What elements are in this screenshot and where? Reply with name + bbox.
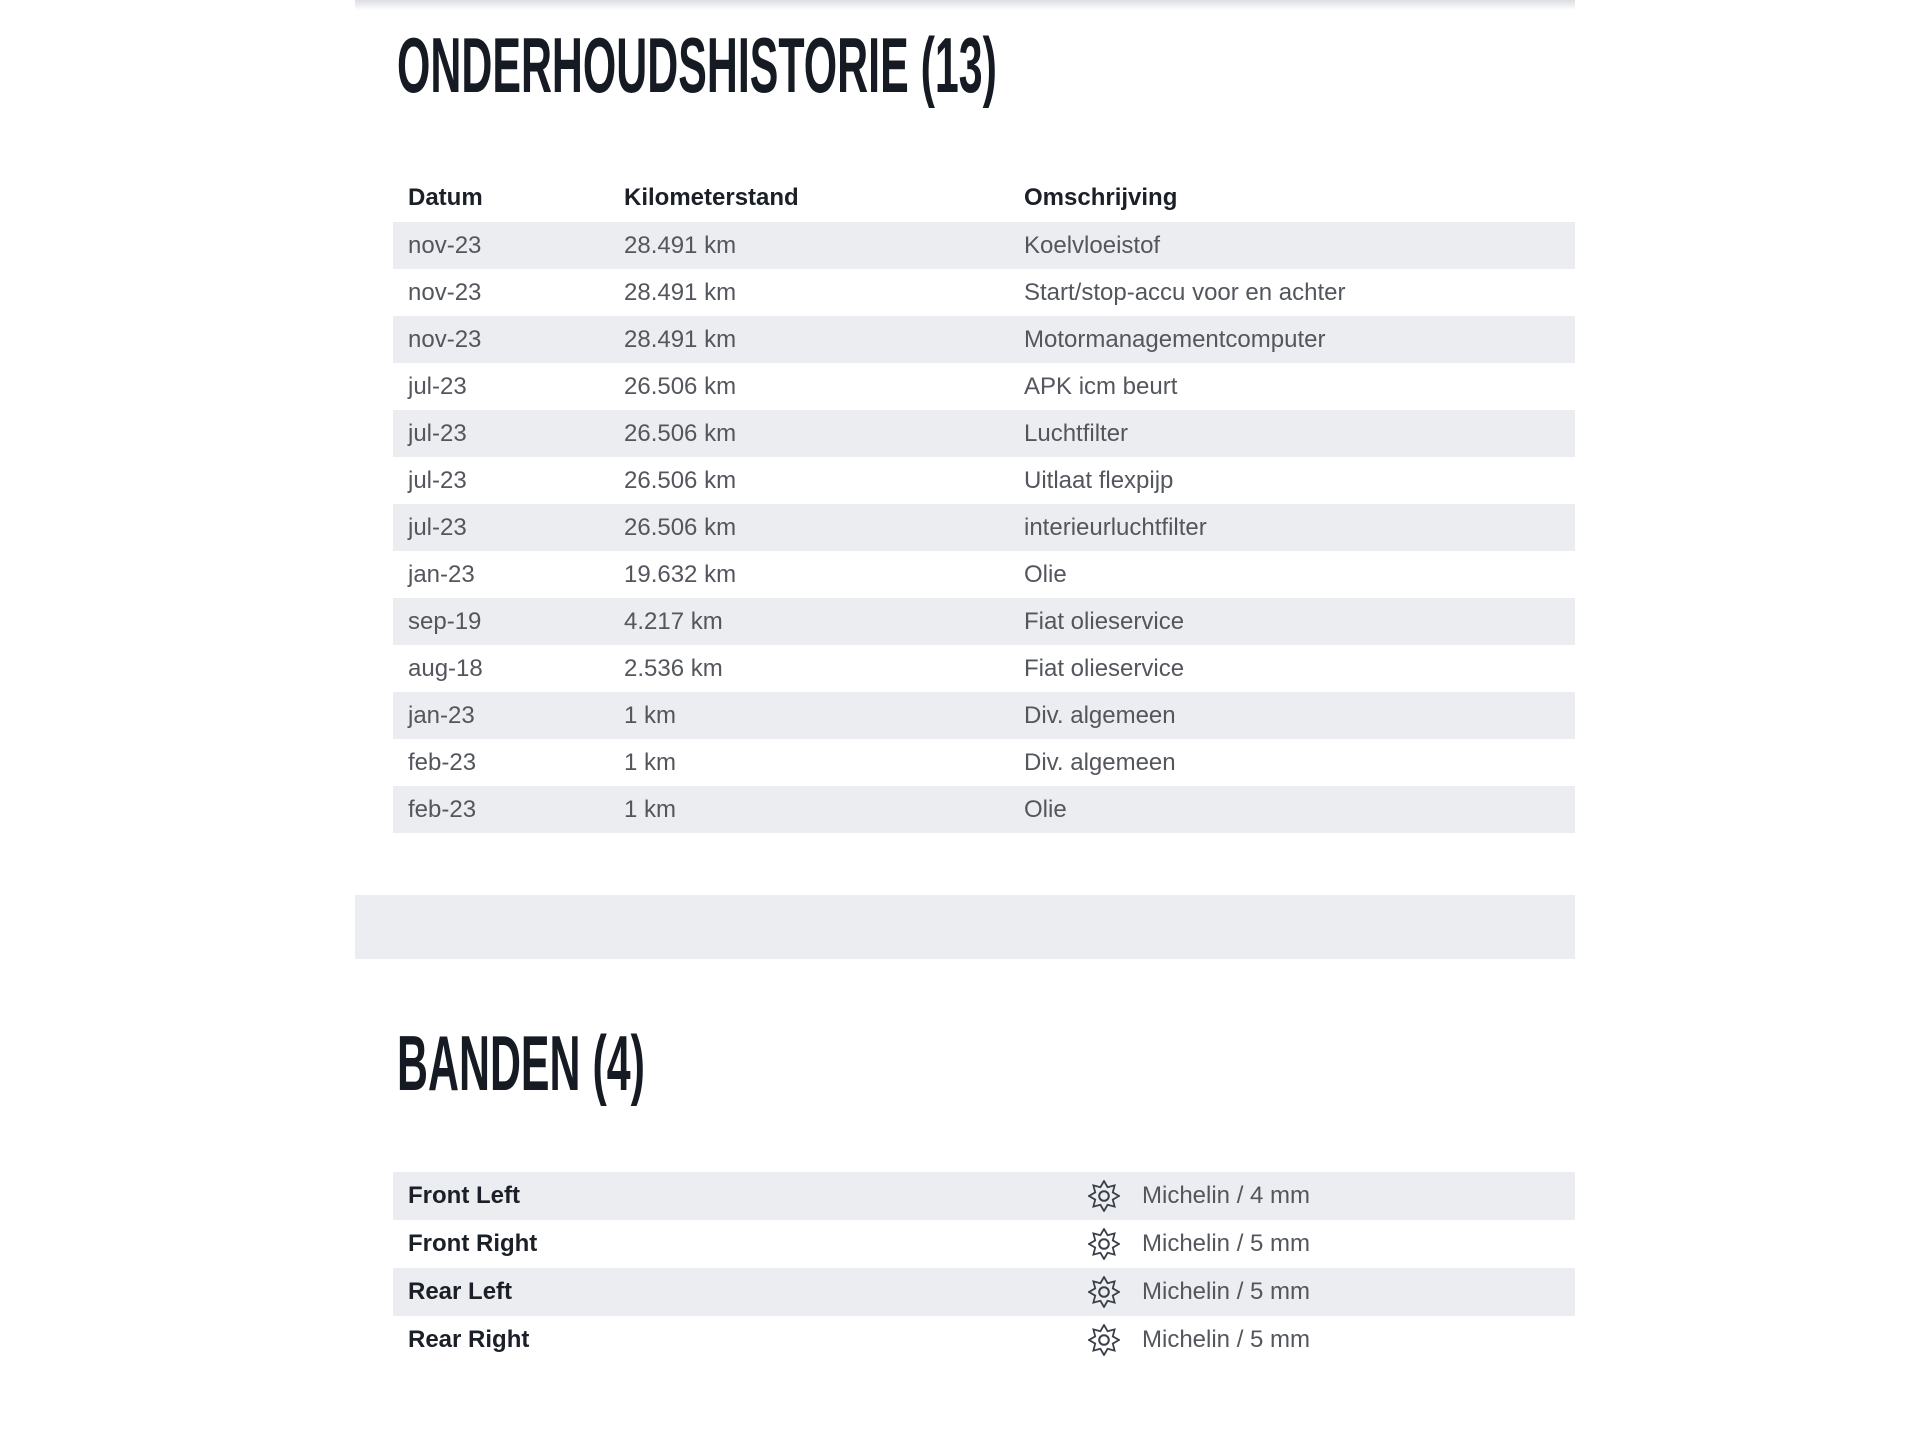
cell-description: Koelvloeistof	[1024, 231, 1161, 259]
table-row	[393, 739, 1575, 786]
tyre-position-label: Front Left	[408, 1182, 520, 1209]
column-header-mileage: Kilometerstand	[624, 184, 799, 211]
maintenance-history-title: ONDERHOUDSHISTORIE (13)	[397, 21, 997, 109]
gear-icon[interactable]	[1088, 1324, 1120, 1356]
header-shadow	[355, 0, 1575, 10]
cell-mileage: 19.632 km	[624, 560, 737, 588]
table-row	[393, 410, 1575, 457]
cell-mileage: 26.506 km	[624, 513, 737, 541]
tyre-row	[393, 1316, 1575, 1364]
cell-description: APK icm beurt	[1024, 372, 1178, 400]
table-row	[393, 222, 1575, 269]
cell-date: nov-23	[408, 231, 482, 259]
table-row	[393, 457, 1575, 504]
cell-mileage: 26.506 km	[624, 372, 737, 400]
cell-mileage: 1 km	[624, 701, 677, 729]
cell-description: Olie	[1024, 795, 1067, 823]
table-row	[393, 504, 1575, 551]
cell-date: aug-18	[408, 654, 483, 682]
table-row	[393, 786, 1575, 833]
cell-description: Uitlaat flexpijp	[1024, 466, 1174, 494]
table-row	[393, 269, 1575, 316]
cell-mileage: 26.506 km	[624, 466, 737, 494]
cell-date: jul-23	[408, 372, 467, 400]
tyre-value: Michelin / 4 mm	[1142, 1182, 1311, 1209]
table-row	[393, 316, 1575, 363]
cell-description: Luchtfilter	[1024, 419, 1129, 447]
cell-description: Start/stop-accu voor en achter	[1024, 278, 1346, 306]
cell-mileage: 26.506 km	[624, 419, 737, 447]
cell-date: jan-23	[408, 560, 475, 588]
tyre-position-label: Rear Left	[408, 1278, 513, 1305]
table-row	[393, 645, 1575, 692]
tyres-table	[393, 1172, 1575, 1364]
cell-date: feb-23	[408, 795, 477, 823]
cell-mileage: 2.536 km	[624, 654, 723, 682]
column-header-description: Omschrijving	[1024, 184, 1178, 211]
cell-description: Div. algemeen	[1024, 701, 1176, 729]
tyre-value: Michelin / 5 mm	[1142, 1326, 1311, 1353]
gear-icon[interactable]	[1088, 1276, 1120, 1308]
cell-description: Motormanagementcomputer	[1024, 325, 1326, 353]
cell-description: Fiat olieservice	[1024, 654, 1185, 682]
cell-date: feb-23	[408, 748, 477, 776]
cell-date: jul-23	[408, 419, 467, 447]
cell-mileage: 4.217 km	[624, 607, 723, 635]
tyre-value: Michelin / 5 mm	[1142, 1230, 1311, 1257]
cell-mileage: 28.491 km	[624, 325, 737, 353]
cell-mileage: 1 km	[624, 748, 677, 776]
cell-mileage: 28.491 km	[624, 231, 737, 259]
table-row	[393, 692, 1575, 739]
cell-mileage: 28.491 km	[624, 278, 737, 306]
table-row	[393, 598, 1575, 645]
cell-description: Fiat olieservice	[1024, 607, 1185, 635]
tyre-row	[393, 1268, 1575, 1316]
tyre-row	[393, 1220, 1575, 1268]
cell-description: Olie	[1024, 560, 1067, 588]
table-row	[393, 551, 1575, 598]
cell-mileage: 1 km	[624, 795, 677, 823]
cell-date: jan-23	[408, 701, 475, 729]
cell-date: jul-23	[408, 513, 467, 541]
gear-icon[interactable]	[1088, 1180, 1120, 1212]
tyre-row	[393, 1172, 1575, 1220]
cell-date: nov-23	[408, 325, 482, 353]
cell-date: nov-23	[408, 278, 482, 306]
table-footer-band	[355, 895, 1575, 959]
gear-icon[interactable]	[1088, 1228, 1120, 1260]
cell-date: sep-19	[408, 607, 482, 635]
maintenance-table	[393, 222, 1575, 833]
table-row	[393, 363, 1575, 410]
tyre-value: Michelin / 5 mm	[1142, 1278, 1311, 1305]
tyre-position-label: Rear Right	[408, 1326, 530, 1353]
cell-date: jul-23	[408, 466, 467, 494]
tyres-title: BANDEN (4)	[397, 1019, 645, 1107]
tyre-position-label: Front Right	[408, 1230, 538, 1257]
cell-description: Div. algemeen	[1024, 748, 1176, 776]
cell-description: interieurluchtfilter	[1024, 513, 1207, 541]
column-header-date: Datum	[408, 184, 483, 211]
